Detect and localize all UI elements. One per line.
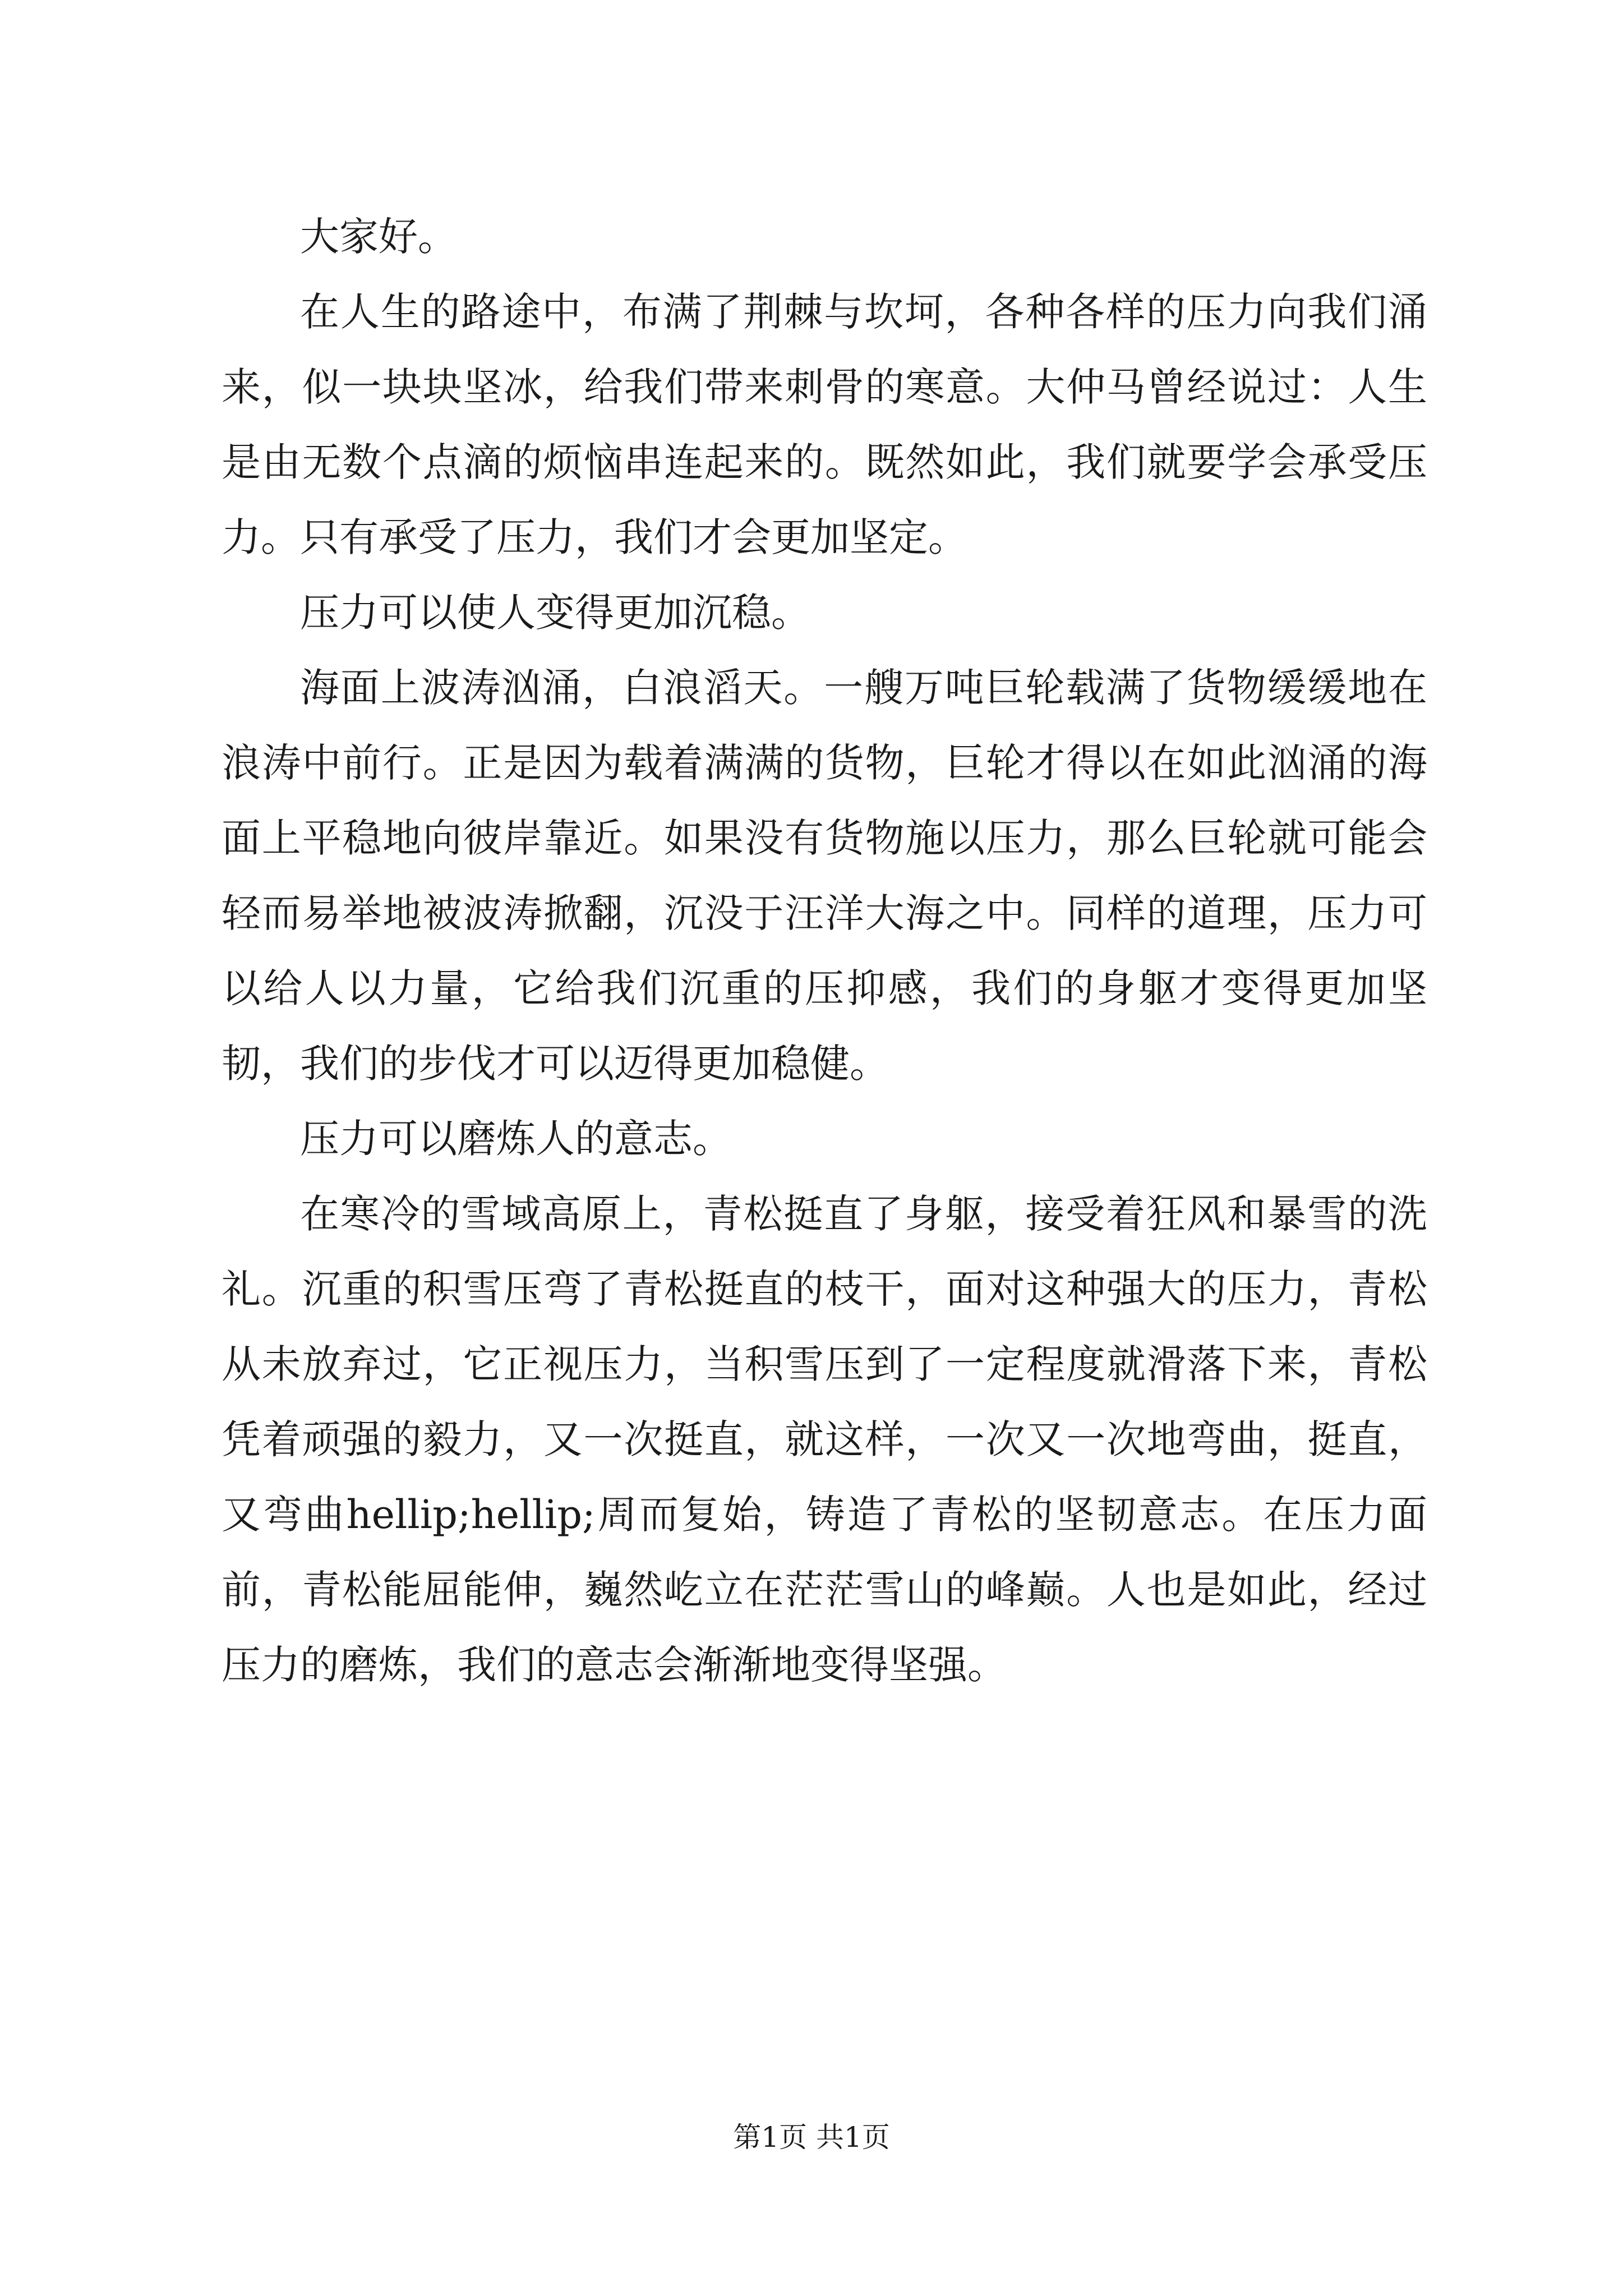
page-footer: 第1页 共1页 bbox=[733, 2121, 890, 2154]
document-body bbox=[222, 199, 1427, 1703]
paragraph-intro: 在人生的路途中，布满了荆棘与坎坷，各种各样的压力向我们涌来，似一块块坚冰，给我们带来刺骨的寒意。大仲马曾经说过：人生是由无数个点滴的烦恼串连起来的。既然如此，我们就要学会承受压力。只有承受了压力，我们才会更加坚定。 bbox=[222, 289, 1427, 560]
paragraph-greeting: 大家好。 bbox=[300, 214, 457, 260]
paragraph-heading-will: 压力可以磨炼人的意志。 bbox=[300, 1116, 732, 1162]
paragraph-heading-steady: 压力可以使人变得更加沉稳。 bbox=[300, 590, 810, 636]
paragraph-pine: 在寒冷的雪域高原上，青松挺直了身躯，接受着狂风和暴雪的洗礼。沉重的积雪压弯了青松挺直的枝干，面对这种强大的压力，青松从未放弃过，它正视压力，当积雪压到了一定程度就滑落下来，青松凭着顽强的毅力，又一次挺直，就这样，一次又一次地弯曲，挺直，又弯曲hellip;hellip;周而复始，铸造了青松的坚韧意志。在压力面前，青松能屈能伸，巍然屹立在茫茫雪山的峰巅。人也是如此，经过压力的磨炼，我们的意志会渐渐地变得坚强。 bbox=[222, 1191, 1427, 1688]
paragraph-ship: 海面上波涛汹涌，白浪滔天。一艘万吨巨轮载满了货物缓缓地在浪涛中前行。正是因为载着满满的货物，巨轮才得以在如此汹涌的海面上平稳地向彼岸靠近。如果没有货物施以压力，那么巨轮就可能会轻而易举地被波涛掀翻，沉没于汪洋大海之中。同样的道理，压力可以给人以力量，它给我们沉重的压抑感，我们的身躯才变得更加坚韧，我们的步伐才可以迈得更加稳健。 bbox=[222, 665, 1427, 1087]
